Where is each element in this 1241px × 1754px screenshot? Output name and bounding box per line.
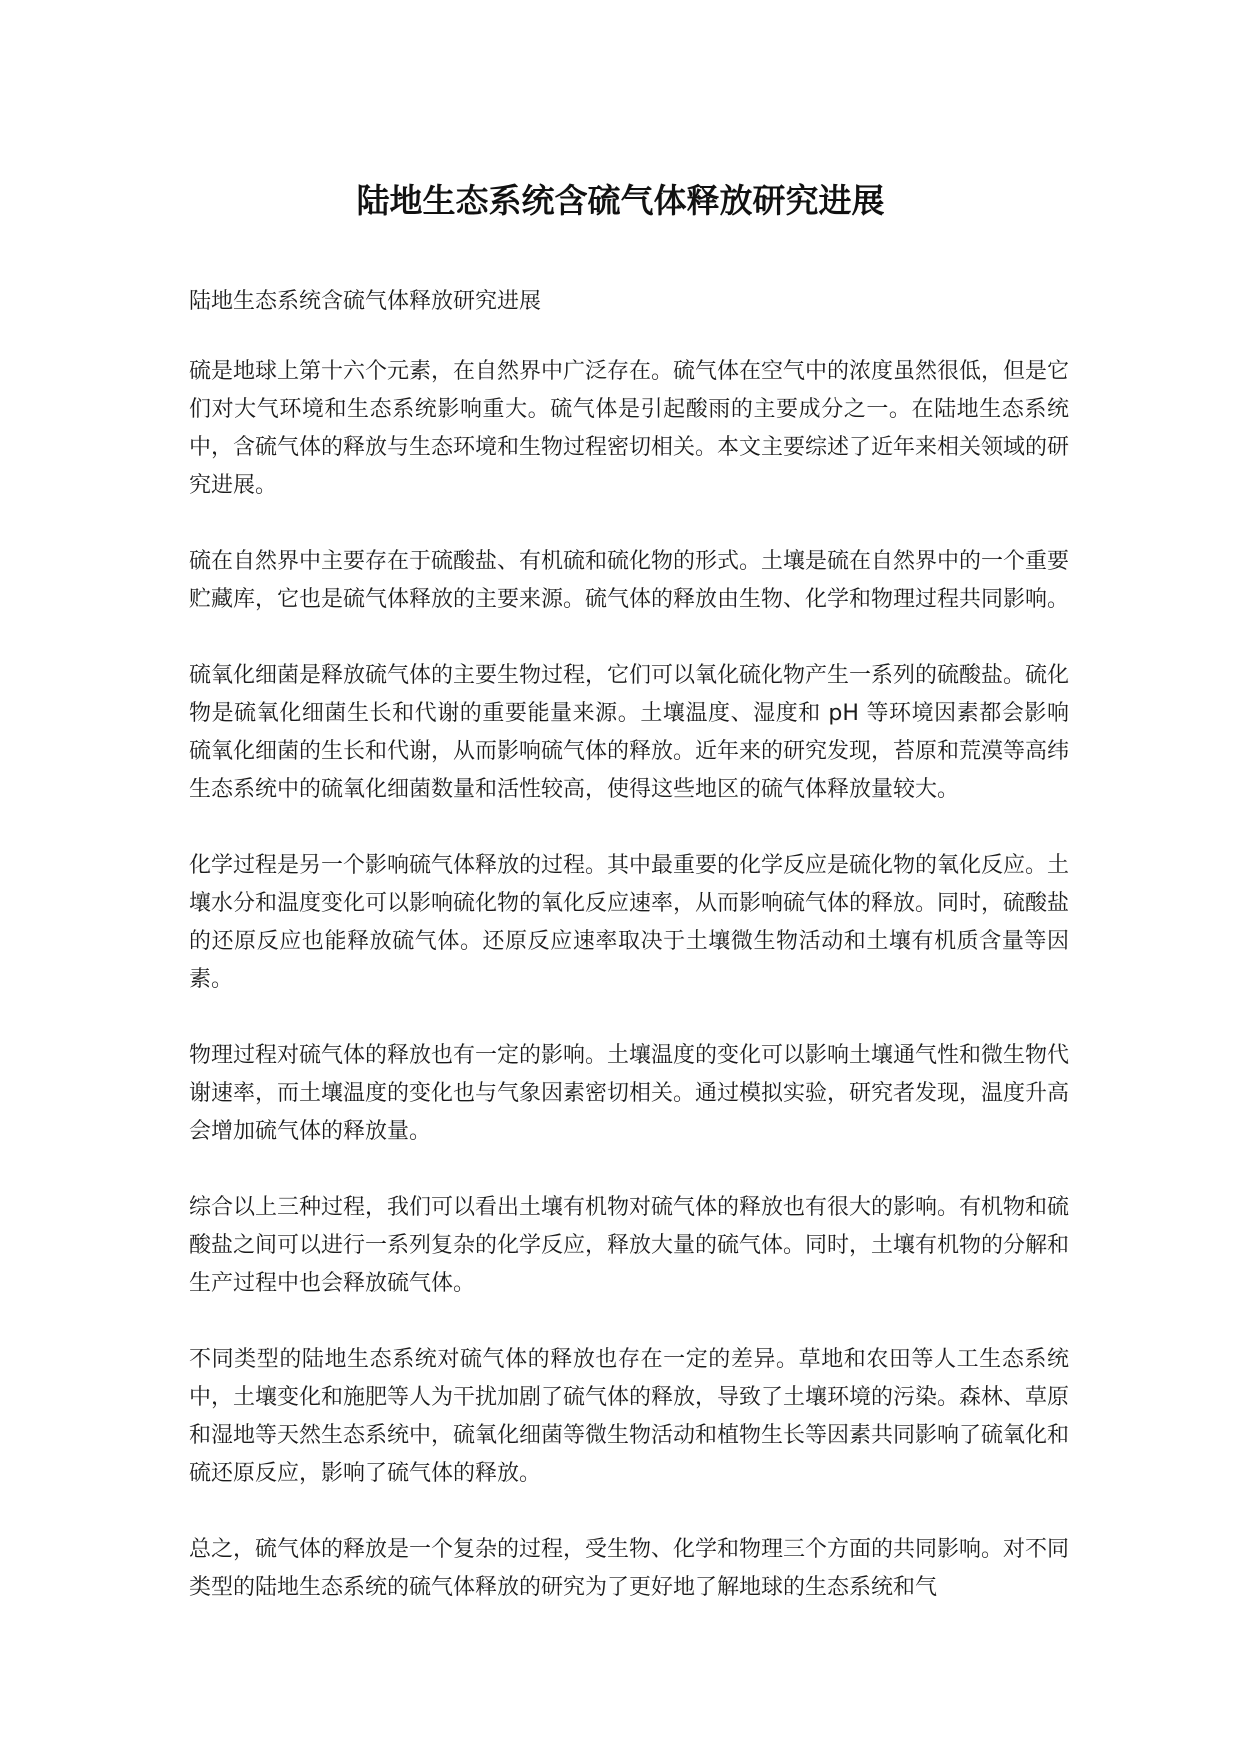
document-subtitle: 陆地生态系统含硫气体释放研究进展: [189, 289, 542, 314]
paragraph-biological-process: 硫氧化细菌是释放硫气体的主要生物过程，它们可以氧化硫化物产生一系列的硫酸盐。硫化物是硫氧化细菌生长和代谢的重要能量来源。土壤温度、湿度和 pH 等环境因素都会影响硫氧化细菌的生长和代谢，从而影响硫气体的释放。近年来的研究发现，苔原和荒漠等高纬生态系统中的硫氧化细菌数量和活性较高，使得这些地区的硫气体释放量较大。: [189, 663, 1070, 802]
paragraph-ecosystem-differences: 不同类型的陆地生态系统对硫气体的释放也存在一定的差异。草地和农田等人工生态系统中，土壤变化和施肥等人为干扰加剧了硫气体的释放，导致了土壤环境的污染。森林、草原和湿地等天然生态系统中，硫氧化细菌等微生物活动和植物生长等因素共同影响了硫氧化和硫还原反应，影响了硫气体的释放。: [189, 1347, 1070, 1486]
document-title: 陆地生态系统含硫气体释放研究进展: [356, 181, 885, 220]
paragraph-organic-matter: 综合以上三种过程，我们可以看出土壤有机物对硫气体的释放也有很大的影响。有机物和硫酸盐之间可以进行一系列复杂的化学反应，释放大量的硫气体。同时，土壤有机物的分解和生产过程中也会释放硫气体。: [189, 1195, 1070, 1296]
paragraph-conclusion: 总之，硫气体的释放是一个复杂的过程，受生物、化学和物理三个方面的共同影响。对不同类型的陆地生态系统的硫气体释放的研究为了更好地了解地球的生态系统和气: [189, 1537, 1070, 1600]
paragraph-chemical-process: 化学过程是另一个影响硫气体释放的过程。其中最重要的化学反应是硫化物的氧化反应。土壤水分和温度变化可以影响硫化物的氧化反应速率，从而影响硫气体的释放。同时，硫酸盐的还原反应也能释放硫气体。还原反应速率取决于土壤微生物活动和土壤有机质含量等因素。: [189, 853, 1070, 992]
paragraph-intro: 硫是地球上第十六个元素，在自然界中广泛存在。硫气体在空气中的浓度虽然很低，但是它们对大气环境和生态系统影响重大。硫气体是引起酸雨的主要成分之一。在陆地生态系统中，含硫气体的释放与生态环境和生物过程密切相关。本文主要综述了近年来相关领域的研究进展。: [189, 359, 1070, 498]
paragraph-physical-process: 物理过程对硫气体的释放也有一定的影响。土壤温度的变化可以影响土壤通气性和微生物代谢速率，而土壤温度的变化也与气象因素密切相关。通过模拟实验，研究者发现，温度升高会增加硫气体的释放量。: [189, 1043, 1070, 1144]
document-body: [189, 283, 1069, 1645]
paragraph-sulfur-forms: 硫在自然界中主要存在于硫酸盐、有机硫和硫化物的形式。土壤是硫在自然界中的一个重要贮藏库，它也是硫气体释放的主要来源。硫气体的释放由生物、化学和物理过程共同影响。: [189, 549, 1070, 612]
